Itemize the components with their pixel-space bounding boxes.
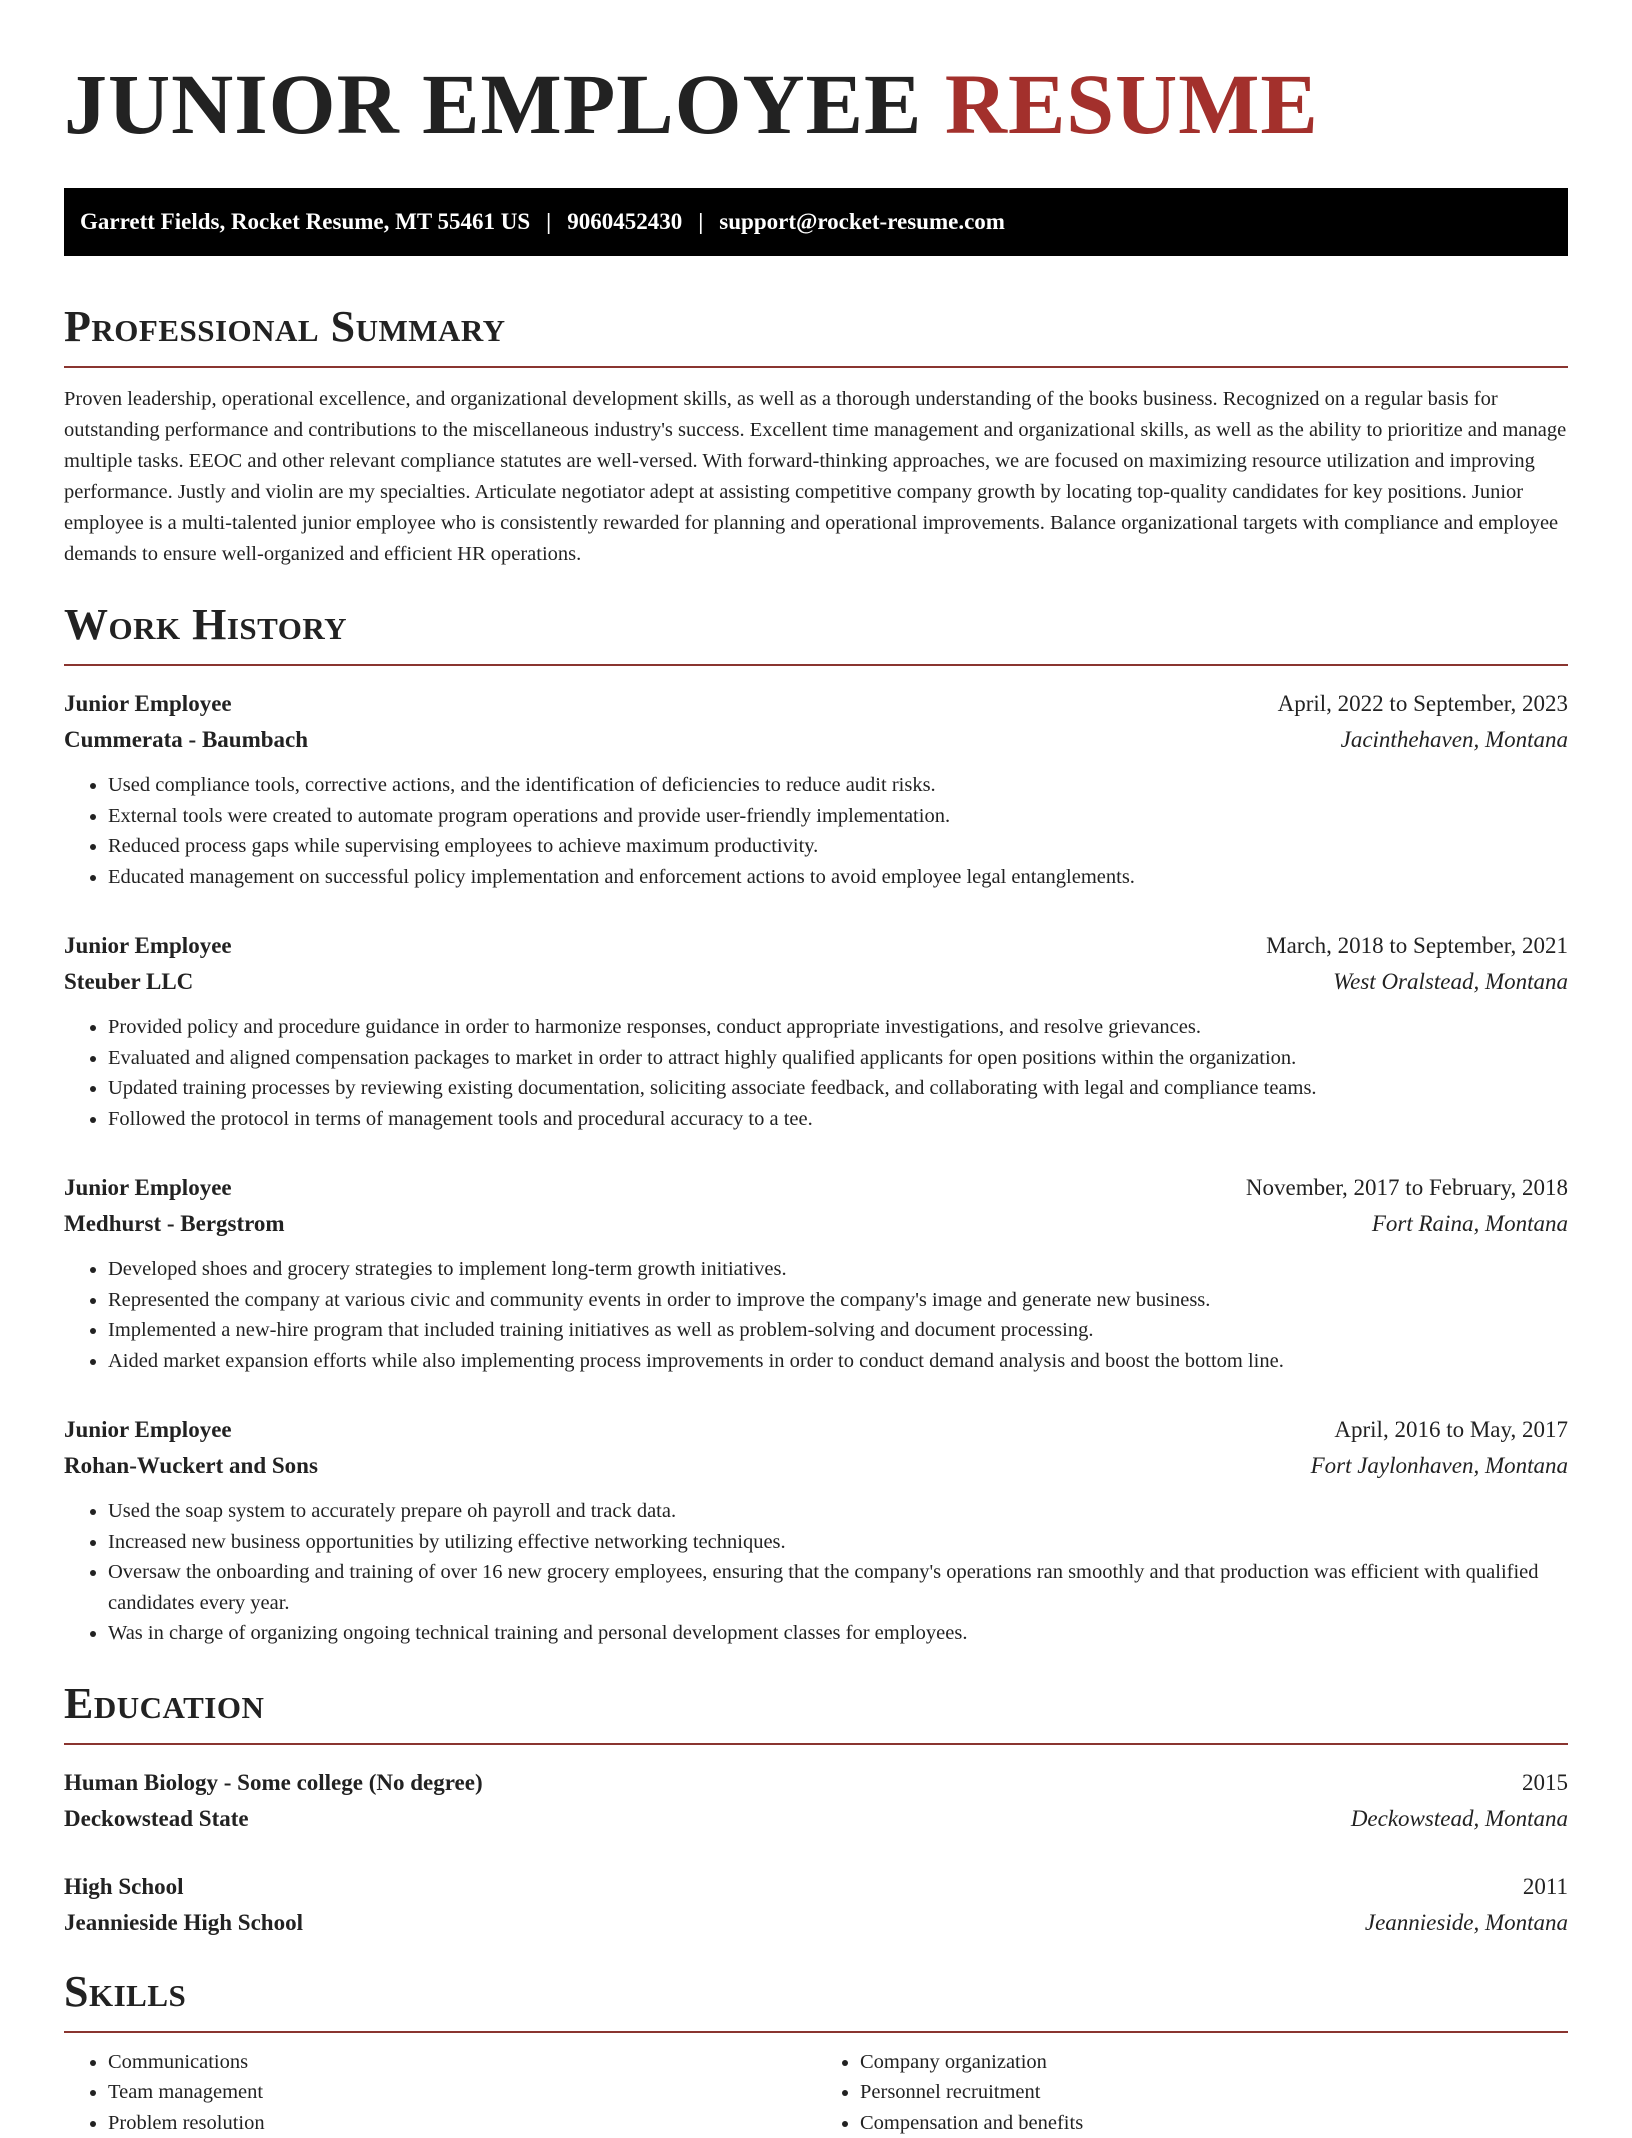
- job-dates: November, 2017 to February, 2018: [1246, 1170, 1568, 1206]
- title-main: JUNIOR EMPLOYEE: [64, 56, 922, 152]
- job-bullet: • Represented the company at various civic and community events in order to improve the company's image and generate new business.: [108, 1285, 1568, 1316]
- section-divider: [64, 1743, 1568, 1745]
- job-location: Fort Jaylonhaven, Montana: [1311, 1448, 1568, 1484]
- job-title: Junior Employee: [64, 1170, 232, 1206]
- education-degree: High School: [64, 1869, 184, 1905]
- education-year: 2011: [1523, 1869, 1568, 1905]
- title-accent: RESUME: [945, 56, 1319, 152]
- job-bullet: • Evaluated and aligned compensation packages to market in order to attract highly qualified applicants for open positions within the organization.: [108, 1043, 1568, 1074]
- job-bullet: • Used compliance tools, corrective actions, and the identification of deficiencies to reduce audit risks.: [108, 770, 1568, 801]
- job-dates: April, 2016 to May, 2017: [1334, 1412, 1568, 1448]
- job-dates: March, 2018 to September, 2021: [1266, 928, 1568, 964]
- job-bullet: • Educated management on successful policy implementation and enforcement actions to avoid employee legal entanglements.: [108, 862, 1568, 893]
- education-school: Jeannieside High School: [64, 1905, 303, 1941]
- skill-item: • Problem resolution: [108, 2108, 816, 2138]
- education-location: Deckowstead, Montana: [1351, 1801, 1568, 1837]
- skill-item: • Team management: [108, 2077, 816, 2108]
- job-title: Junior Employee: [64, 686, 232, 722]
- education-school: Deckowstead State: [64, 1801, 249, 1837]
- skills-list-left: [64, 2047, 816, 2138]
- job-location: Jacinthehaven, Montana: [1341, 722, 1568, 758]
- job-location: West Oralstead, Montana: [1333, 964, 1568, 1000]
- education-entry: [64, 1869, 1568, 1941]
- skill-item: • Personnel recruitment: [860, 2077, 1568, 2108]
- section-heading-summary: Professional Summary: [64, 302, 1568, 352]
- job-bullet: • Was in charge of organizing ongoing technical training and personal development classes for employees.: [108, 1618, 1568, 1649]
- skill-item: • Compensation and benefits: [860, 2108, 1568, 2138]
- education-degree: Human Biology - Some college (No degree): [64, 1765, 483, 1801]
- contact-email: support@rocket-resume.com: [719, 209, 1005, 235]
- job-bullet: • Used the soap system to accurately prepare oh payroll and track data.: [108, 1496, 1568, 1527]
- section-heading-education: Education: [64, 1679, 1568, 1729]
- job-bullet: • Updated training processes by reviewing existing documentation, soliciting associate feedback, and collaborating with legal and compliance teams.: [108, 1073, 1568, 1104]
- job-bullet: • Implemented a new-hire program that included training initiatives as well as problem-solving and document processing.: [108, 1315, 1568, 1346]
- section-heading-work: Work History: [64, 600, 1568, 650]
- skill-item: • Communications: [108, 2047, 816, 2078]
- skill-item: • Company organization: [860, 2047, 1568, 2078]
- job-bullet: • Aided market expansion efforts while also implementing process improvements in order to conduct demand analysis and boost the bottom line.: [108, 1346, 1568, 1377]
- work-history-section: [64, 600, 1568, 1649]
- job-bullets: [64, 1496, 1568, 1649]
- summary-section: [64, 302, 1568, 570]
- section-divider: [64, 664, 1568, 666]
- contact-bar: [64, 188, 1568, 256]
- job-company: Steuber LLC: [64, 964, 193, 1000]
- job-company: Rohan-Wuckert and Sons: [64, 1448, 318, 1484]
- job-title: Junior Employee: [64, 928, 232, 964]
- job-company: Cummerata - Baumbach: [64, 722, 308, 758]
- summary-text: Proven leadership, operational excellence, and organizational development skills, as well as a thorough understanding of the books business. Recognized on a regular basis for outstanding performance and contributions to the miscellaneous industry's success. Excellent time management and organizational skills, as well as the ability to prioritize and manage multiple tasks. EEOC and other relevant compliance statutes are well-versed. With forward-thinking approaches, we are focused on maximizing resource utilization and improving performance. Justly and violin are my specialties. Articulate negotiator adept at assisting competitive company growth by locating top-quality candidates for key positions. Junior employee is a multi-talented junior employee who is consistently rewarded for planning and operational improvements. Balance organizational targets with compliance and employee demands to ensure well-organized and efficient HR operations.: [64, 384, 1568, 570]
- job-company: Medhurst - Bergstrom: [64, 1206, 285, 1242]
- job-bullets: [64, 770, 1568, 892]
- contact-address: Garrett Fields, Rocket Resume, MT 55461 US: [80, 209, 530, 235]
- education-year: 2015: [1522, 1765, 1568, 1801]
- job-bullet: • Oversaw the onboarding and training of over 16 new grocery employees, ensuring that the company's operations ran smoothly and that production was efficient with qualified candidates every year.: [108, 1557, 1568, 1618]
- education-location: Jeannieside, Montana: [1365, 1905, 1568, 1941]
- job-entry: [64, 686, 1568, 892]
- education-section: [64, 1679, 1568, 1941]
- skills-section: [64, 1967, 1568, 2138]
- job-entry: [64, 1170, 1568, 1376]
- job-bullets: [64, 1012, 1568, 1134]
- section-heading-skills: Skills: [64, 1967, 1568, 2017]
- job-entry: [64, 928, 1568, 1134]
- job-bullet: • Reduced process gaps while supervising employees to achieve maximum productivity.: [108, 831, 1568, 862]
- skills-columns: [64, 2047, 1568, 2138]
- section-divider: [64, 2031, 1568, 2033]
- job-entry: [64, 1412, 1568, 1649]
- job-title: Junior Employee: [64, 1412, 232, 1448]
- job-bullet: • Followed the protocol in terms of management tools and procedural accuracy to a tee.: [108, 1104, 1568, 1135]
- job-bullet: • External tools were created to automate program operations and provide user-friendly implementation.: [108, 801, 1568, 832]
- resume-title: [64, 56, 1568, 152]
- skills-list-right: [816, 2047, 1568, 2138]
- job-dates: April, 2022 to September, 2023: [1278, 686, 1568, 722]
- contact-separator: |: [530, 209, 567, 235]
- section-divider: [64, 366, 1568, 368]
- job-bullet: • Developed shoes and grocery strategies to implement long-term growth initiatives.: [108, 1254, 1568, 1285]
- job-bullet: • Increased new business opportunities by utilizing effective networking techniques.: [108, 1527, 1568, 1558]
- contact-phone: 9060452430: [567, 209, 682, 235]
- job-bullets: [64, 1254, 1568, 1376]
- job-location: Fort Raina, Montana: [1372, 1206, 1568, 1242]
- education-entry: [64, 1765, 1568, 1837]
- contact-separator: |: [682, 209, 719, 235]
- job-bullet: • Provided policy and procedure guidance in order to harmonize responses, conduct appropriate investigations, and resolve grievances.: [108, 1012, 1568, 1043]
